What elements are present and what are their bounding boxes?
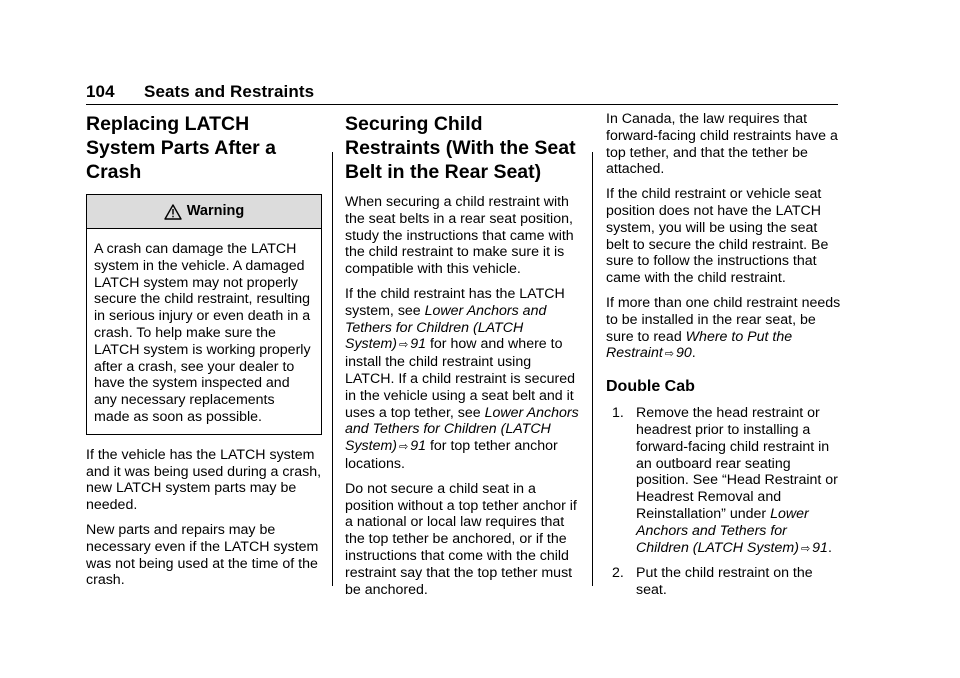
paragraph-text: If the child restraint has the LATCH system, see — [345, 285, 565, 319]
page-reference[interactable]: 91 — [812, 539, 828, 556]
paragraph: If the vehicle has the LATCH system and it was being used during a crash, new LATCH system parts may be needed. — [86, 446, 322, 514]
warning-triangle-icon — [164, 204, 182, 220]
section-heading: Securing Child Restraints (With the Seat Belt in the Rear Seat) — [345, 113, 576, 183]
step-text: Put the child restraint on the seat. — [636, 565, 813, 599]
paragraph: When securing a child restraint with the seat belts in a rear seat position, study the instructions that came with the child restraint to make sure it is compatible with this vehicle. — [345, 194, 574, 278]
cross-reference-link[interactable]: Lower Anchors and Tethers for Children (LATCH System) — [636, 505, 809, 556]
warning-box — [86, 194, 322, 435]
step-number: 2. — [612, 565, 624, 582]
page-reference[interactable]: 91 — [410, 438, 427, 455]
list-item — [606, 565, 842, 599]
page-ref-arrow-icon: ⇨ — [664, 347, 674, 361]
paragraph: New parts and repairs may be necessary even if the LATCH system was not being used at the time of the crash. — [86, 521, 319, 589]
step-text: Remove the head restraint or headrest prior to installing a forward-facing child restraint in an outboard rear seating position. See “Head Restraint or Headrest Removal and Reinstallation” under Lower Anchors and Tethers for Children (LATCH System) ⇨ 91. — [636, 405, 838, 556]
paragraph — [345, 286, 581, 473]
header-rule — [86, 104, 838, 105]
steps-list — [606, 405, 842, 599]
page-number: 104 — [86, 82, 115, 101]
paragraph — [606, 295, 842, 363]
section-heading: Replacing LATCH System Parts After a Crash — [86, 113, 277, 183]
paragraph-text: for top tether anchor locations. — [345, 438, 558, 472]
page-ref-arrow-icon: ⇨ — [399, 338, 409, 352]
subsection-heading: Double Cab — [606, 378, 695, 396]
page-header — [86, 82, 314, 102]
cross-reference-link[interactable]: Where to Put the Restraint — [606, 328, 793, 362]
cross-reference-link[interactable]: Lower Anchors and Tethers for Children (LATCH System) — [345, 302, 547, 353]
page-reference[interactable]: 91 — [410, 336, 427, 353]
paragraph: In Canada, the law requires that forward-facing child restraints have a top tether, and that the tether be attached. — [606, 111, 838, 178]
section-title: Seats and Restraints — [144, 82, 315, 101]
column-1 — [86, 112, 322, 597]
column-divider — [592, 152, 593, 586]
step-number: 1. — [612, 405, 624, 422]
page-ref-arrow-icon: ⇨ — [800, 541, 811, 555]
column-2 — [345, 112, 581, 606]
column-divider — [332, 152, 333, 586]
list-item — [606, 405, 842, 557]
cross-reference-link[interactable]: Lower Anchors and Tethers for Children (LATCH System) — [345, 404, 579, 455]
paragraph: If the child restraint or vehicle seat position does not have the LATCH system, you will be using the seat belt to secure the child restraint. Be sure to follow the instructions that came with the child restraint. — [606, 186, 829, 287]
paragraph-text: . — [691, 345, 696, 362]
paragraph: Do not secure a child seat in a position without a top tether anchor if a national or local law requires that the top tether be anchored, or if the instructions that come with the child restraint say that the top tether must be anchored. — [345, 480, 577, 598]
page-reference[interactable]: 90 — [676, 345, 692, 362]
column-3 — [606, 111, 842, 607]
paragraph-text: for how and where to install the child restraint using LATCH. If a child restraint is secured in the vehicle using a seat belt and it uses a top tether, see — [345, 336, 575, 421]
page-ref-arrow-icon: ⇨ — [399, 440, 409, 454]
paragraph-text: If more than one child restraint needs to be installed in the rear seat, be sure to read — [606, 294, 841, 345]
warning-text: A crash can damage the LATCH system in the vehicle. A damaged LATCH system may not properly secure the child restraint, resulting in serious injury or even death in a crash. To help make sure the LATCH system is working properly after a crash, see your dealer to have the system inspected and any necessary replacements made as soon as possible. — [94, 241, 311, 425]
warning-header — [87, 195, 321, 229]
warning-label: Warning — [186, 203, 245, 220]
